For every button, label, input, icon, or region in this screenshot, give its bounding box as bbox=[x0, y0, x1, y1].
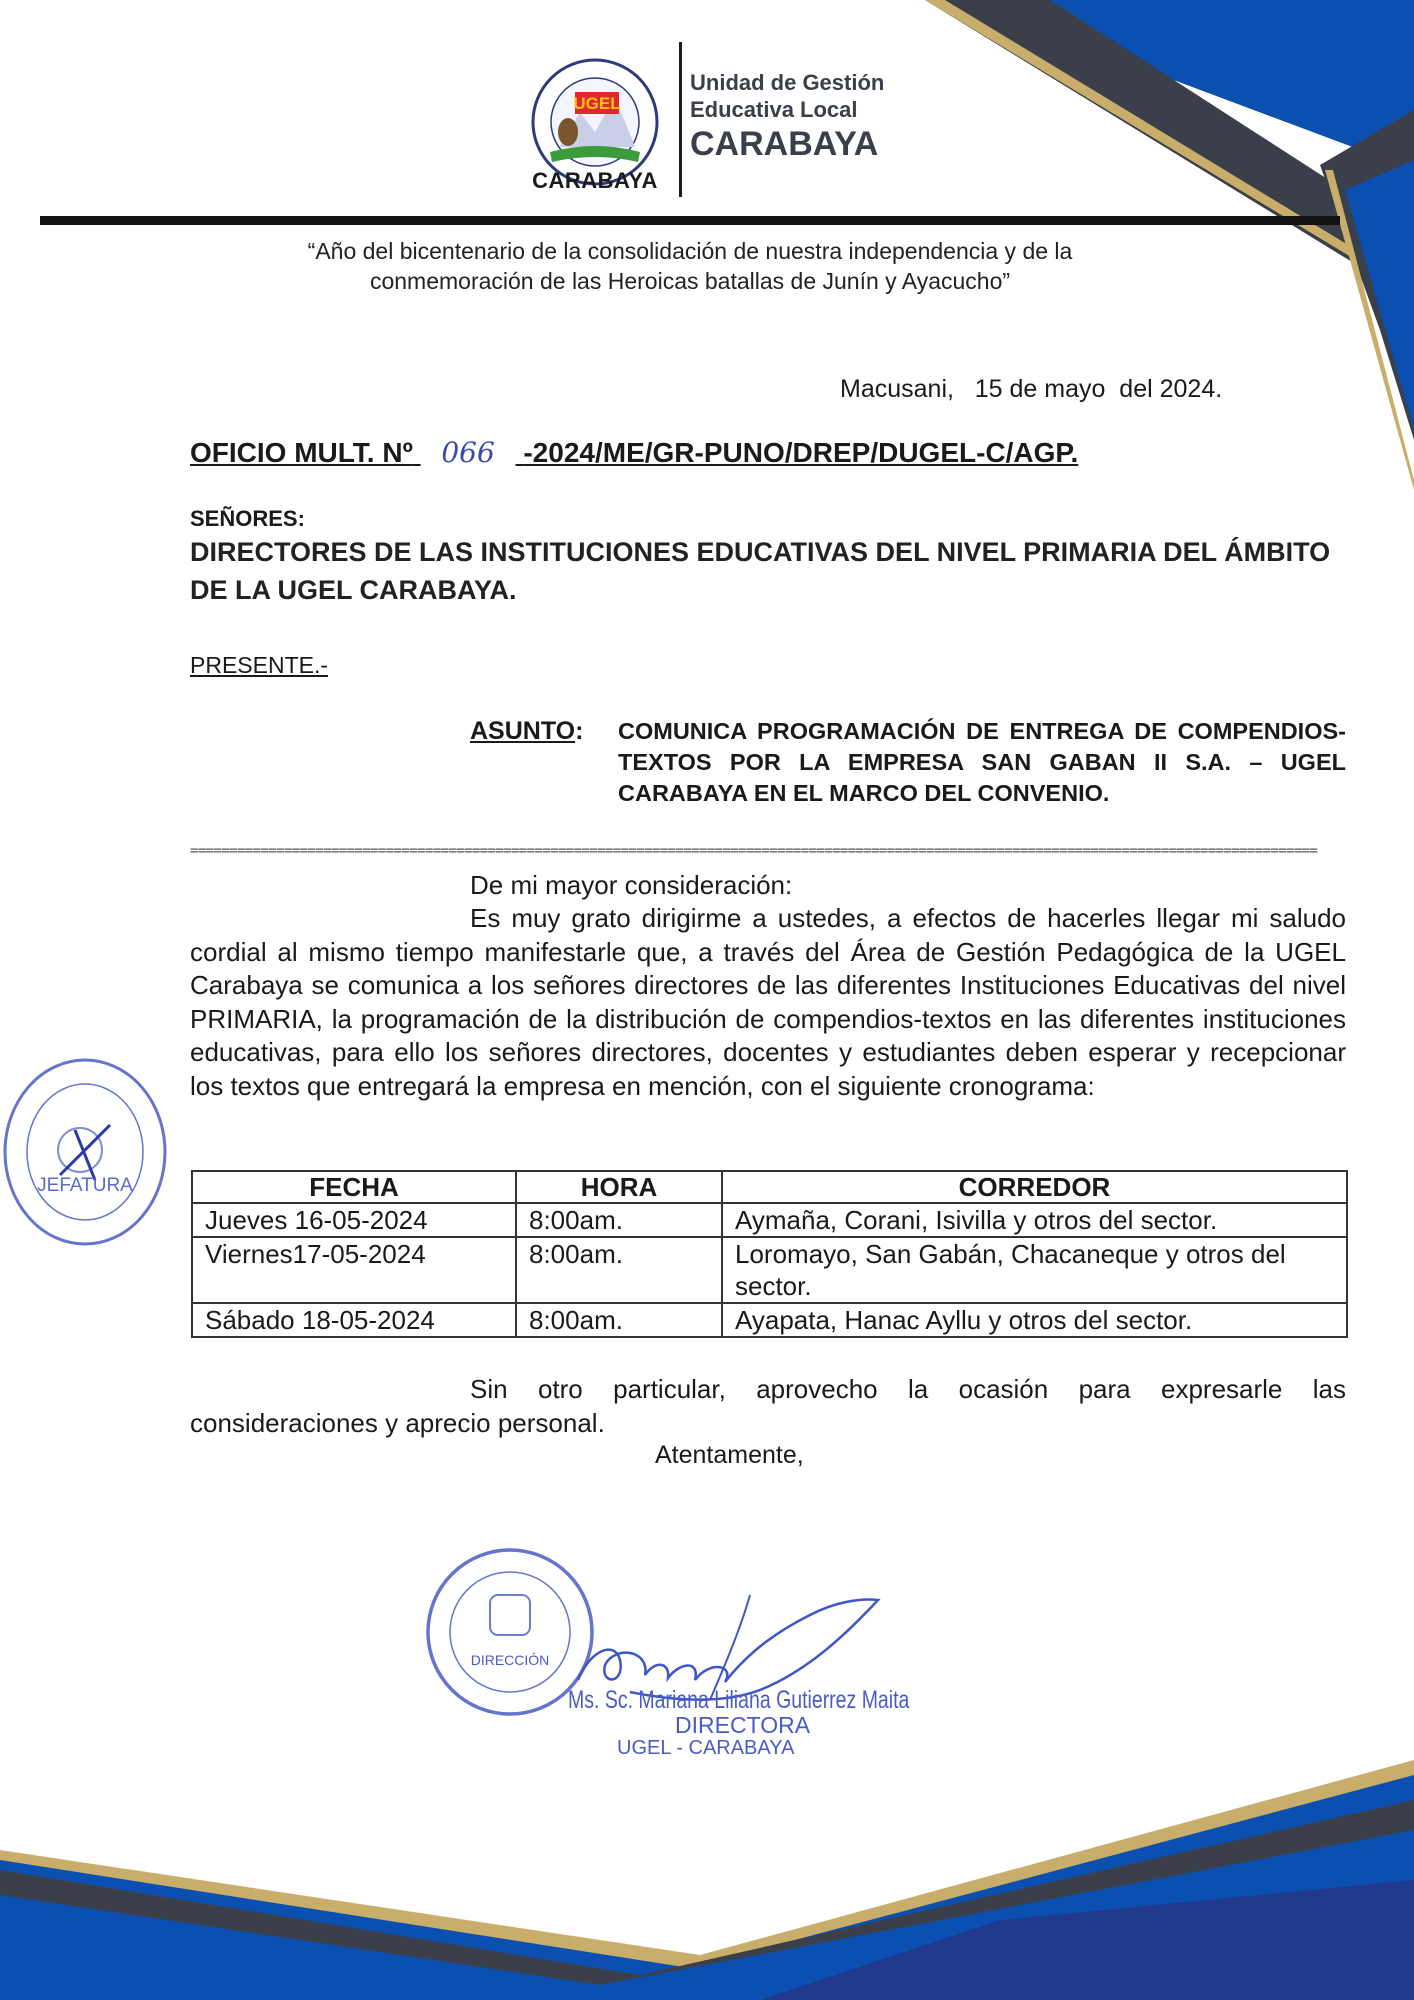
table-header-row bbox=[192, 1171, 1347, 1203]
table-cell-hora: 8:00am. bbox=[516, 1203, 722, 1237]
year-motto bbox=[240, 236, 1140, 296]
year-motto-line2: conmemoración de las Heroicas batallas de Junín y Ayacucho” bbox=[369, 268, 1011, 294]
addressee: DIRECTORES DE LAS INSTITUCIONES EDUCATIVAS DEL NIVEL PRIMARIA DEL ÁMBITO DE LA UGEL CARABAYA. bbox=[190, 537, 1331, 605]
farewell: Atentamente, bbox=[655, 1441, 804, 1469]
table-header-corredor: CORREDOR bbox=[722, 1171, 1347, 1203]
body-paragraph-text: Es muy grato dirigirme a ustedes, a efectos de hacerles llegar mi saludo cordial al mismo tiempo manifestarle que, a través del Área de Gestión Pedagógica de la UGEL Carabaya se comunica a los señores directores de las diferentes Instituciones Educativas del nivel PRIMARIA, la programación de la distribución de compendios-textos en las diferentes instituciones educativas, para ello los señores directores, docentes y estudiantes deben esperar y recepcionar los textos que entregará la empresa en mención, con el siguiente cronograma: bbox=[190, 903, 1346, 1101]
table-cell-fecha: Jueves 16-05-2024 bbox=[192, 1203, 516, 1237]
jefatura-stamp-center: JEFATURA bbox=[37, 1175, 133, 1196]
table-cell-corredor: Aymaña, Corani, Isivilla y otros del sector. bbox=[722, 1203, 1347, 1237]
addressee-label: SEÑORES: bbox=[190, 506, 305, 531]
table-row bbox=[192, 1303, 1347, 1337]
logo-text: UGEL bbox=[573, 94, 621, 113]
logo-caption: CARABAYA bbox=[532, 168, 658, 193]
oficio-prefix: OFICIO MULT. Nº bbox=[190, 437, 413, 468]
closing-paragraph bbox=[190, 1373, 1346, 1440]
header-rule bbox=[40, 216, 1340, 225]
oficio-title bbox=[190, 436, 1078, 469]
table-cell-fecha: Viernes17-05-2024 bbox=[192, 1237, 516, 1303]
asunto-text: COMUNICA PROGRAMACIÓN DE ENTREGA DE COMPENDIOS-TEXTOS POR LA EMPRESA SAN GABAN II S.A. – UGEL CARABAYA EN EL MARCO DEL CONVENIO. bbox=[618, 718, 1346, 806]
asunto-label-text: ASUNTO bbox=[470, 717, 576, 745]
signer-role: DIRECTORA bbox=[675, 1712, 811, 1738]
asunto-label: ASUNTO: bbox=[470, 717, 584, 745]
closing-paragraph-text: Sin otro particular, aprovecho la ocasión para expresarle las consideraciones y aprecio personal. bbox=[190, 1374, 1346, 1438]
table-row bbox=[192, 1203, 1347, 1237]
org-name-line1: Unidad de Gestión bbox=[690, 70, 885, 95]
schedule-table bbox=[191, 1170, 1348, 1338]
table-cell-corredor: Ayapata, Hanac Ayllu y otros del sector. bbox=[722, 1303, 1347, 1337]
direccion-stamp-center: DIRECCIÓN bbox=[470, 1652, 550, 1668]
place-date: Macusani, 15 de mayo del 2024. bbox=[840, 375, 1223, 403]
table-header-hora: HORA bbox=[516, 1171, 722, 1203]
greeting: De mi mayor consideración: bbox=[470, 870, 793, 900]
org-name-line2: Educativa Local bbox=[690, 97, 858, 122]
table-cell-hora: 8:00am. bbox=[516, 1303, 722, 1337]
year-motto-line1: “Año del bicentenario de la consolidación de nuestra independencia y de la bbox=[307, 238, 1073, 264]
table-cell-corredor: Loromayo, San Gabán, Chacaneque y otros del sector. bbox=[722, 1237, 1347, 1303]
presente: PRESENTE.- bbox=[190, 652, 329, 678]
logo-divider bbox=[679, 42, 682, 197]
jefatura-stamp bbox=[0, 1055, 170, 1250]
oficio-number: 066 bbox=[441, 436, 495, 469]
body-paragraph bbox=[190, 902, 1346, 1103]
separator-line: ================================================================================================================================================ bbox=[190, 844, 1318, 858]
table-row bbox=[192, 1237, 1347, 1303]
oficio-suffix: -2024/ME/GR-PUNO/DREP/DUGEL-C/AGP. bbox=[523, 437, 1079, 468]
table-header-fecha: FECHA bbox=[192, 1171, 516, 1203]
org-name-line3: CARABAYA bbox=[690, 125, 879, 163]
table-cell-hora: 8:00am. bbox=[516, 1237, 722, 1303]
signer-org: UGEL - CARABAYA bbox=[617, 1737, 795, 1759]
table-cell-fecha: Sábado 18-05-2024 bbox=[192, 1303, 516, 1337]
signer-name: Ms. Sc. Mariana Liliana Gutierrez Maita bbox=[568, 1686, 910, 1714]
